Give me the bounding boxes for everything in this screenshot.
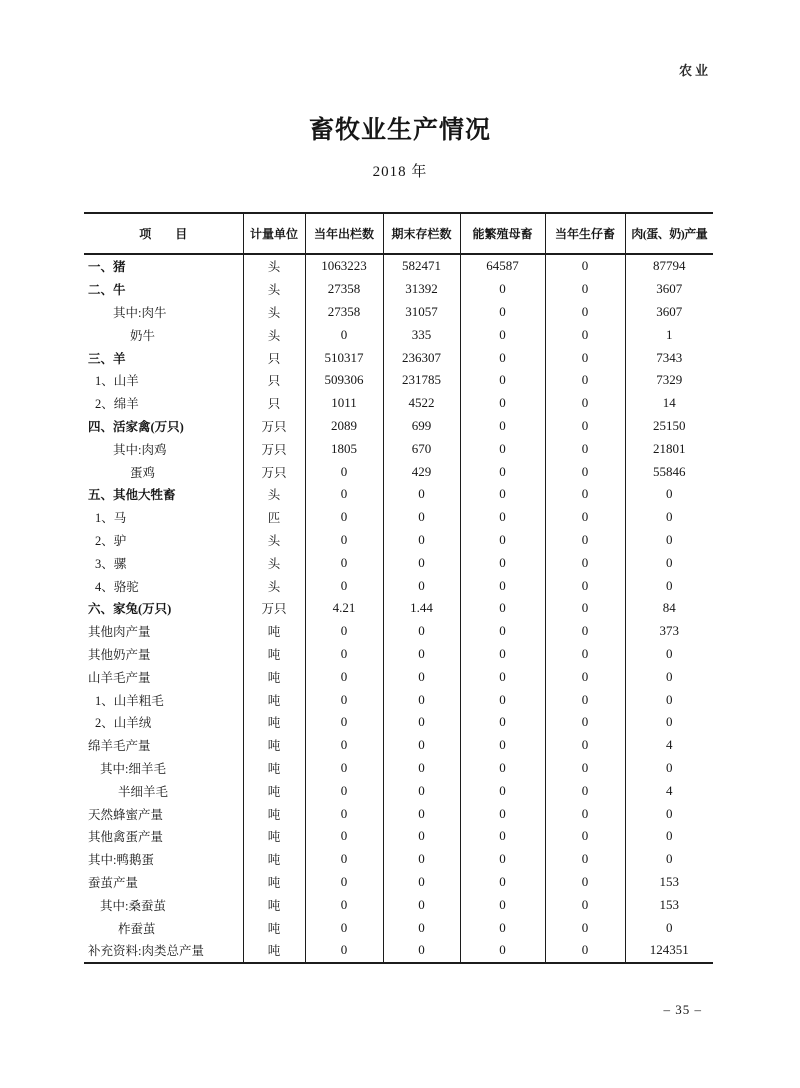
item-cell: 补充资料:肉类总产量 [88, 944, 204, 959]
item-cell: 蚕茧产量 [88, 875, 139, 890]
value-cell: 0 [545, 437, 625, 460]
value-cell: 0 [545, 871, 625, 894]
value-cell: 0 [460, 734, 545, 757]
column-header-5: 当年生仔畜 [545, 213, 625, 254]
table-row [84, 323, 713, 346]
table-row [84, 278, 713, 301]
value-cell: 0 [460, 711, 545, 734]
value-cell: 0 [383, 893, 460, 916]
table-row [84, 483, 713, 506]
livestock-table [84, 212, 713, 964]
column-header-3: 期末存栏数 [383, 213, 460, 254]
unit-cell: 头 [243, 529, 305, 552]
value-cell: 0 [305, 620, 383, 643]
table-row [84, 574, 713, 597]
value-cell: 0 [545, 734, 625, 757]
value-cell: 0 [383, 711, 460, 734]
value-cell: 0 [625, 825, 713, 848]
value-cell: 0 [305, 871, 383, 894]
value-cell: 0 [305, 506, 383, 529]
item-cell: 其中:鸭鹅蛋 [88, 853, 154, 868]
value-cell: 31057 [383, 301, 460, 324]
value-cell: 0 [383, 871, 460, 894]
table-row [84, 529, 713, 552]
value-cell: 14 [625, 392, 713, 415]
value-cell: 0 [545, 893, 625, 916]
value-cell: 0 [625, 643, 713, 666]
value-cell: 0 [460, 323, 545, 346]
value-cell: 0 [305, 460, 383, 483]
value-cell: 3607 [625, 278, 713, 301]
unit-cell: 吨 [243, 665, 305, 688]
value-cell: 0 [545, 254, 625, 278]
value-cell: 0 [545, 346, 625, 369]
item-cell: 其中:肉鸡 [113, 442, 167, 457]
value-cell: 0 [460, 483, 545, 506]
value-cell: 0 [625, 848, 713, 871]
value-cell: 0 [383, 506, 460, 529]
value-cell: 0 [305, 529, 383, 552]
value-cell: 0 [545, 506, 625, 529]
table-row [84, 551, 713, 574]
item-cell: 2、山羊绒 [95, 716, 152, 731]
table-row [84, 757, 713, 780]
table-row [84, 620, 713, 643]
value-cell: 0 [545, 574, 625, 597]
value-cell: 0 [625, 916, 713, 939]
table-row [84, 871, 713, 894]
value-cell: 1 [625, 323, 713, 346]
value-cell: 4 [625, 779, 713, 802]
item-cell: 1、山羊 [95, 374, 139, 389]
value-cell: 510317 [305, 346, 383, 369]
unit-cell: 吨 [243, 779, 305, 802]
value-cell: 335 [383, 323, 460, 346]
value-cell: 0 [545, 483, 625, 506]
value-cell: 0 [545, 825, 625, 848]
item-cell: 二、牛 [88, 283, 126, 298]
item-cell: 柞蚕茧 [118, 921, 156, 936]
value-cell: 509306 [305, 369, 383, 392]
value-cell: 582471 [383, 254, 460, 278]
value-cell: 0 [545, 665, 625, 688]
value-cell: 0 [545, 597, 625, 620]
item-cell: 1、山羊粗毛 [95, 693, 164, 708]
value-cell: 27358 [305, 301, 383, 324]
value-cell: 0 [383, 643, 460, 666]
value-cell: 0 [545, 620, 625, 643]
value-cell: 0 [383, 551, 460, 574]
value-cell: 0 [383, 939, 460, 963]
value-cell: 236307 [383, 346, 460, 369]
value-cell: 0 [383, 688, 460, 711]
item-cell: 天然蜂蜜产量 [88, 807, 164, 822]
item-cell: 其他奶产量 [88, 647, 151, 662]
value-cell: 0 [545, 711, 625, 734]
value-cell: 0 [460, 529, 545, 552]
value-cell: 0 [383, 825, 460, 848]
unit-cell: 吨 [243, 643, 305, 666]
value-cell: 0 [305, 711, 383, 734]
unit-cell: 万只 [243, 460, 305, 483]
item-cell: 其他肉产量 [88, 625, 151, 640]
value-cell: 0 [305, 939, 383, 963]
item-cell: 一、猪 [88, 260, 126, 275]
value-cell: 0 [305, 802, 383, 825]
page-number: – 35 – [663, 1002, 702, 1017]
value-cell: 21801 [625, 437, 713, 460]
value-cell: 0 [545, 757, 625, 780]
value-cell: 0 [460, 392, 545, 415]
value-cell: 3607 [625, 301, 713, 324]
value-cell: 0 [545, 529, 625, 552]
unit-cell: 吨 [243, 848, 305, 871]
unit-cell: 吨 [243, 916, 305, 939]
value-cell: 0 [305, 574, 383, 597]
value-cell: 25150 [625, 415, 713, 438]
value-cell: 0 [545, 392, 625, 415]
value-cell: 0 [460, 825, 545, 848]
table-row [84, 711, 713, 734]
value-cell: 4.21 [305, 597, 383, 620]
table-row [84, 916, 713, 939]
value-cell: 0 [383, 916, 460, 939]
unit-cell: 头 [243, 254, 305, 278]
value-cell: 0 [625, 551, 713, 574]
table-row [84, 825, 713, 848]
value-cell: 0 [460, 278, 545, 301]
item-cell: 3、骡 [95, 556, 127, 571]
item-cell: 其他禽蛋产量 [88, 830, 164, 845]
table-row [84, 665, 713, 688]
column-header-4: 能繁殖母畜 [460, 213, 545, 254]
value-cell: 0 [460, 688, 545, 711]
unit-cell: 只 [243, 392, 305, 415]
value-cell: 0 [383, 665, 460, 688]
unit-cell: 头 [243, 551, 305, 574]
item-cell: 三、羊 [88, 351, 126, 366]
item-cell: 其中:细羊毛 [100, 761, 166, 776]
unit-cell: 头 [243, 301, 305, 324]
value-cell: 0 [383, 802, 460, 825]
value-cell: 7329 [625, 369, 713, 392]
value-cell: 429 [383, 460, 460, 483]
value-cell: 153 [625, 871, 713, 894]
value-cell: 0 [545, 848, 625, 871]
item-cell: 六、家兔(万只) [88, 602, 172, 617]
value-cell: 0 [460, 460, 545, 483]
value-cell: 0 [460, 369, 545, 392]
table-row [84, 415, 713, 438]
unit-cell: 只 [243, 346, 305, 369]
value-cell: 0 [545, 323, 625, 346]
value-cell: 0 [305, 688, 383, 711]
value-cell: 0 [625, 483, 713, 506]
value-cell: 0 [545, 779, 625, 802]
table-row [84, 506, 713, 529]
item-cell: 五、其他大牲畜 [88, 488, 176, 503]
value-cell: 0 [460, 620, 545, 643]
value-cell: 27358 [305, 278, 383, 301]
value-cell: 0 [460, 916, 545, 939]
unit-cell: 吨 [243, 711, 305, 734]
value-cell: 0 [460, 665, 545, 688]
page-title: 畜牧业生产情况 [308, 117, 491, 144]
unit-cell: 头 [243, 323, 305, 346]
column-header-1: 计量单位 [243, 213, 305, 254]
table-row [84, 254, 713, 278]
unit-cell: 头 [243, 483, 305, 506]
value-cell: 0 [460, 871, 545, 894]
value-cell: 0 [460, 757, 545, 780]
value-cell: 55846 [625, 460, 713, 483]
table-row [84, 460, 713, 483]
table-row [84, 301, 713, 324]
value-cell: 1011 [305, 392, 383, 415]
table-row [84, 392, 713, 415]
unit-cell: 吨 [243, 757, 305, 780]
value-cell: 0 [305, 757, 383, 780]
value-cell: 0 [545, 939, 625, 963]
value-cell: 0 [625, 506, 713, 529]
value-cell: 0 [383, 734, 460, 757]
table-row [84, 939, 713, 963]
unit-cell: 匹 [243, 506, 305, 529]
unit-cell: 吨 [243, 734, 305, 757]
column-header-6: 肉(蛋、奶)产量 [625, 213, 713, 254]
value-cell: 0 [545, 278, 625, 301]
value-cell: 373 [625, 620, 713, 643]
value-cell: 2089 [305, 415, 383, 438]
value-cell: 0 [305, 848, 383, 871]
value-cell: 0 [383, 574, 460, 597]
value-cell: 0 [625, 574, 713, 597]
value-cell: 0 [625, 529, 713, 552]
value-cell: 0 [625, 802, 713, 825]
value-cell: 0 [305, 825, 383, 848]
value-cell: 7343 [625, 346, 713, 369]
item-cell: 其中:肉牛 [113, 305, 167, 320]
value-cell: 0 [305, 916, 383, 939]
value-cell: 0 [460, 437, 545, 460]
unit-cell: 吨 [243, 893, 305, 916]
value-cell: 0 [625, 688, 713, 711]
value-cell: 0 [460, 643, 545, 666]
unit-cell: 万只 [243, 597, 305, 620]
value-cell: 0 [545, 460, 625, 483]
column-header-0: 项 目 [84, 213, 243, 254]
value-cell: 0 [460, 779, 545, 802]
section-corner-label: 农业 [678, 63, 711, 78]
value-cell: 0 [460, 506, 545, 529]
value-cell: 0 [460, 574, 545, 597]
column-header-2: 当年出栏数 [305, 213, 383, 254]
value-cell: 1.44 [383, 597, 460, 620]
value-cell: 0 [460, 597, 545, 620]
value-cell: 87794 [625, 254, 713, 278]
value-cell: 0 [460, 802, 545, 825]
value-cell: 0 [625, 711, 713, 734]
value-cell: 0 [545, 916, 625, 939]
table-row [84, 802, 713, 825]
table-row [84, 369, 713, 392]
value-cell: 0 [305, 643, 383, 666]
value-cell: 84 [625, 597, 713, 620]
value-cell: 0 [460, 346, 545, 369]
value-cell: 0 [383, 757, 460, 780]
table-row [84, 437, 713, 460]
item-cell: 蛋鸡 [130, 465, 156, 480]
table-row [84, 848, 713, 871]
value-cell: 0 [383, 779, 460, 802]
table-row [84, 893, 713, 916]
value-cell: 0 [545, 643, 625, 666]
value-cell: 0 [305, 551, 383, 574]
value-cell: 699 [383, 415, 460, 438]
item-cell: 其中:桑蚕茧 [100, 898, 166, 913]
value-cell: 0 [305, 893, 383, 916]
unit-cell: 吨 [243, 825, 305, 848]
value-cell: 0 [305, 734, 383, 757]
value-cell: 0 [305, 665, 383, 688]
value-cell: 0 [545, 369, 625, 392]
value-cell: 0 [460, 551, 545, 574]
item-cell: 2、驴 [95, 533, 127, 548]
value-cell: 0 [460, 893, 545, 916]
value-cell: 0 [460, 415, 545, 438]
table-row [84, 779, 713, 802]
value-cell: 0 [305, 483, 383, 506]
unit-cell: 头 [243, 278, 305, 301]
value-cell: 31392 [383, 278, 460, 301]
unit-cell: 吨 [243, 939, 305, 963]
value-cell: 153 [625, 893, 713, 916]
table-header-row [84, 213, 713, 254]
value-cell: 0 [383, 483, 460, 506]
item-cell: 四、活家禽(万只) [88, 419, 184, 434]
unit-cell: 只 [243, 369, 305, 392]
table-row [84, 688, 713, 711]
item-cell: 2、绵羊 [95, 397, 139, 412]
table-row [84, 643, 713, 666]
table-row [84, 734, 713, 757]
value-cell: 0 [460, 848, 545, 871]
value-cell: 124351 [625, 939, 713, 963]
item-cell: 4、骆驼 [95, 579, 139, 594]
unit-cell: 吨 [243, 620, 305, 643]
unit-cell: 头 [243, 574, 305, 597]
value-cell: 0 [625, 665, 713, 688]
unit-cell: 吨 [243, 871, 305, 894]
page-subtitle: 2018 年 [372, 164, 428, 180]
item-cell: 山羊毛产量 [88, 670, 151, 685]
item-cell: 绵羊毛产量 [88, 739, 151, 754]
value-cell: 0 [545, 551, 625, 574]
value-cell: 0 [383, 529, 460, 552]
value-cell: 0 [545, 802, 625, 825]
value-cell: 64587 [460, 254, 545, 278]
value-cell: 0 [383, 620, 460, 643]
value-cell: 0 [305, 323, 383, 346]
value-cell: 0 [305, 779, 383, 802]
unit-cell: 万只 [243, 437, 305, 460]
item-cell: 半细羊毛 [118, 784, 169, 799]
value-cell: 1063223 [305, 254, 383, 278]
value-cell: 1805 [305, 437, 383, 460]
value-cell: 670 [383, 437, 460, 460]
unit-cell: 万只 [243, 415, 305, 438]
value-cell: 0 [383, 848, 460, 871]
value-cell: 0 [545, 688, 625, 711]
value-cell: 0 [545, 301, 625, 324]
value-cell: 0 [625, 757, 713, 780]
value-cell: 4 [625, 734, 713, 757]
table-row [84, 597, 713, 620]
table-row [84, 346, 713, 369]
value-cell: 0 [460, 939, 545, 963]
item-cell: 奶牛 [130, 328, 156, 343]
unit-cell: 吨 [243, 802, 305, 825]
value-cell: 231785 [383, 369, 460, 392]
value-cell: 4522 [383, 392, 460, 415]
unit-cell: 吨 [243, 688, 305, 711]
value-cell: 0 [545, 415, 625, 438]
item-cell: 1、马 [95, 511, 127, 526]
value-cell: 0 [460, 301, 545, 324]
table-body [84, 254, 713, 963]
